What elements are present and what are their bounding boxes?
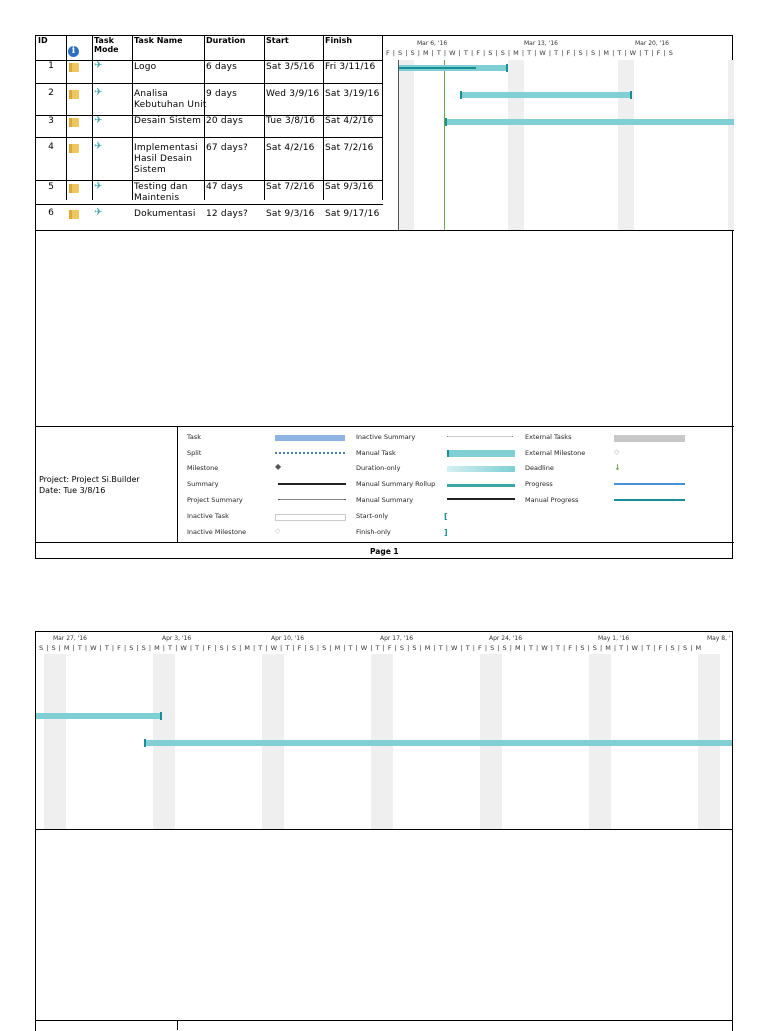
legend-top-border (36, 1020, 732, 1021)
row-divider (36, 204, 383, 205)
header-start: Start (266, 36, 289, 45)
swatch-duration-only (447, 466, 515, 472)
legend-inactive-summary: Inactive Summary (356, 433, 416, 441)
manual-pin-icon: ✈ (94, 87, 103, 98)
note-icon (69, 118, 79, 127)
task-finish: Sat 9/17/16 (325, 209, 380, 219)
task-duration: 12 days? (206, 209, 248, 219)
task-id: 4 (48, 142, 54, 152)
task-finish: Sat 3/19/16 (325, 89, 380, 99)
bar-end (630, 91, 632, 99)
task-name: Testing dan Maintenis (134, 182, 188, 203)
task-name: Implementasi Hasil Desain Sistem (134, 143, 198, 175)
task-bar-desain[interactable] (445, 119, 734, 125)
week-label: Apr 10, '16 (271, 635, 305, 642)
note-icon (69, 63, 79, 72)
legend-finish-only: Finish-only (356, 528, 391, 536)
task-duration: 6 days (206, 62, 238, 72)
manual-pin-icon: ✈ (94, 141, 103, 152)
legend-deadline: Deadline (525, 464, 554, 472)
swatch-external-tasks (614, 435, 685, 442)
header-divider (36, 60, 383, 61)
week-label: Apr 3, '16 (162, 635, 192, 642)
week-label: Apr 24, '16 (489, 635, 523, 642)
task-start: Sat 9/3/16 (266, 209, 315, 219)
task-duration: 9 days (206, 89, 238, 99)
task-duration: 47 days (206, 182, 243, 192)
legend-manual-summary: Manual Summary (356, 496, 414, 504)
current-date-line (444, 60, 445, 230)
legend-manual-summary-rollup: Manual Summary Rollup (356, 480, 436, 488)
legend-external-tasks: External Tasks (525, 433, 572, 441)
task-finish: Sat 7/2/16 (325, 143, 374, 153)
swatch-manual-summary (447, 498, 515, 500)
gantt-page-2 (35, 631, 733, 1031)
task-start: Sat 7/2/16 (266, 182, 315, 192)
col-divider (66, 36, 67, 200)
table-bottom-border (36, 829, 732, 830)
milestone-diamond-icon: ◆ (275, 462, 282, 471)
manual-pin-icon: ✈ (94, 115, 103, 126)
week-label: May 8, ' (707, 635, 731, 642)
row-divider (36, 180, 383, 181)
swatch-inactive-summary (447, 436, 513, 437)
swatch-task (275, 435, 345, 441)
legend-milestone: Milestone (187, 464, 219, 472)
col-divider (132, 36, 133, 200)
bar-start (460, 91, 462, 99)
project-name: Project: Project Si.Builder (39, 475, 140, 484)
legend-top-border (36, 426, 734, 427)
finish-only-icon: ] (444, 528, 448, 537)
week-label: Mar 13, '16 (524, 40, 558, 47)
legend-project-summary: Project Summary (187, 496, 243, 504)
note-icon (69, 184, 79, 193)
info-icon: i (68, 46, 79, 57)
timeline-area (383, 36, 734, 230)
swatch-project-summary (278, 499, 346, 500)
task-finish: Sat 9/3/16 (325, 182, 374, 192)
bar-end (506, 64, 508, 72)
legend-bottom-border (36, 542, 734, 543)
note-icon (69, 210, 79, 219)
task-name: Desain Sistem (134, 116, 202, 126)
project-date: Date: Tue 3/8/16 (39, 486, 106, 495)
legend-divider (177, 426, 178, 543)
task-id: 5 (48, 182, 54, 192)
header-finish: Finish (325, 36, 353, 45)
task-finish: Sat 4/2/16 (325, 116, 374, 126)
task-name: Dokumentasi (134, 209, 196, 219)
task-bar-analisa[interactable] (460, 92, 632, 98)
manual-pin-icon: ✈ (94, 181, 103, 192)
task-id: 3 (48, 116, 54, 126)
weekend-band (508, 60, 524, 230)
swatch-summary (278, 483, 346, 485)
page-number: Page 1 (370, 547, 399, 556)
week-label: Mar 20, '16 (635, 40, 669, 47)
legend-progress: Progress (525, 480, 553, 488)
inactive-milestone-icon: ◇ (275, 527, 281, 535)
swatch-progress (614, 483, 685, 485)
weekend-band (618, 60, 634, 230)
col-divider (264, 36, 265, 200)
col-divider (323, 36, 324, 200)
task-id: 1 (48, 61, 54, 71)
task-id: 6 (48, 208, 54, 218)
legend-divider (177, 1020, 178, 1030)
weekend-band (398, 60, 414, 230)
swatch-manual-summary-rollup (447, 484, 515, 487)
task-name: Logo (134, 62, 157, 72)
day-letters: F | S | S | M | T | W | T | F | S | S | M | T | W | T | F | S | S | M | T | W | T | F | S (386, 49, 673, 57)
task-finish: Fri 3/11/16 (325, 62, 376, 72)
day-letters: S | S | M | T | W | T | F | S | S | M | T | W | T | F | S | S | M | T | W | T | F | S | S | M | T | W | T | F | S | S | M | T | W | T | F | S | S | M | T | W | T | F | S | S | M | T | W | T | F | S | S | M (39, 644, 702, 652)
bar-start (445, 118, 447, 126)
task-start: Sat 4/2/16 (266, 143, 315, 153)
weekend-band (728, 60, 734, 230)
task-progress (398, 67, 476, 69)
task-start: Tue 3/8/16 (266, 116, 316, 126)
note-icon (69, 90, 79, 99)
tl-divider (398, 60, 399, 230)
deadline-arrow-icon: ↓ (614, 463, 621, 472)
legend-manual-task: Manual Task (356, 449, 396, 457)
legend-inactive-task: Inactive Task (187, 512, 229, 520)
bar-start (144, 739, 146, 747)
task-bar-implementasi[interactable] (144, 740, 732, 746)
legend-split: Split (187, 449, 202, 457)
header-id: ID (38, 36, 48, 45)
swatch-manual-task (447, 450, 515, 457)
legend-summary: Summary (187, 480, 219, 488)
row-divider (36, 83, 383, 84)
legend-manual-progress: Manual Progress (525, 496, 579, 504)
start-only-icon: [ (444, 512, 448, 521)
task-name: Analisa Kebutuhan Unit (134, 89, 207, 110)
swatch-inactive-task (275, 514, 346, 521)
manual-pin-icon: ✈ (94, 207, 103, 218)
task-bar-logo[interactable] (398, 65, 508, 71)
task-bar-desain-cont[interactable] (36, 713, 162, 719)
table-bottom-border (36, 230, 734, 231)
col-divider (92, 36, 93, 200)
legend-start-only: Start-only (356, 512, 389, 520)
week-label: Mar 6, '16 (417, 40, 448, 47)
week-label: May 1, '16 (598, 635, 630, 642)
legend-duration-only: Duration-only (356, 464, 401, 472)
week-label: Apr 17, '16 (380, 635, 414, 642)
external-milestone-icon: ◇ (614, 448, 620, 456)
swatch-manual-progress (614, 499, 685, 501)
header-duration: Duration (206, 36, 246, 45)
bar-end (160, 712, 162, 720)
task-start: Sat 3/5/16 (266, 62, 315, 72)
task-id: 2 (48, 88, 54, 98)
timeline-area-2 (36, 632, 732, 829)
week-label: Mar 27, '16 (53, 635, 87, 642)
legend-task: Task (187, 433, 202, 441)
legend-external-milestone: External Milestone (525, 449, 586, 457)
task-duration: 67 days? (206, 143, 248, 153)
note-icon (69, 144, 79, 153)
row-divider (36, 137, 383, 138)
manual-pin-icon: ✈ (94, 60, 103, 71)
col-divider (204, 36, 205, 200)
weekend-band (44, 654, 66, 829)
task-duration: 20 days (206, 116, 243, 126)
swatch-split (275, 452, 345, 454)
header-task-mode: Task Mode (94, 36, 119, 54)
legend-inactive-milestone: Inactive Milestone (187, 528, 247, 536)
header-task-name: Task Name (134, 36, 183, 45)
task-start: Wed 3/9/16 (266, 89, 320, 99)
gantt-page-1 (35, 35, 733, 559)
